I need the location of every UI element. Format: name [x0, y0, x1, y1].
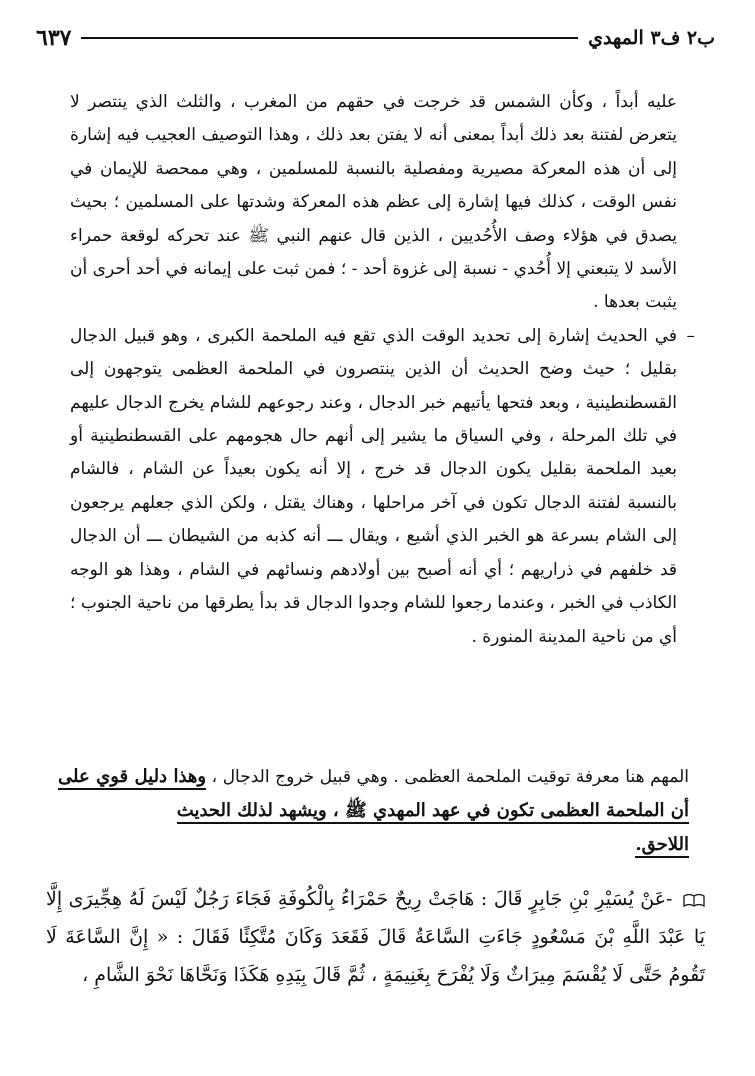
page-number: ٦٣٧	[36, 25, 72, 51]
page-header	[36, 20, 715, 56]
paragraph: عليه أبداً ، وكأن الشمس قد خرجت في حقهم من المغرب ، والثلث الذي ينتصر لا يتعرض لفتنة بعد ذلك أبداً بمعنى أنه لا يفتن بعد ذلك ، وهذا التوصيف العجيب فيه إشارة إلى أن هذه المعركة مصيرية ومفصلية بالنسبة للمسلمين ، وهي ممحصة للإيمان في نفس الوقت ، كذلك فيها إشارة إلى عظم هذه المعركة وشدتها على المسلمين ؛ بحيث يصدق في هؤلاء وصف الأُحُديين ، الذين قال عنهم النبي ﷺ عند تحركه لوقعة حمراء الأسد لا يتبعني إلا أُحُدي - نسبة إلى غزوة أحد - ؛ فمن ثبت على إيمانه في أحد أحرى أن يثبت بعدها .	[70, 92, 677, 313]
bullet-text: في الحديث إشارة إلى تحديد الوقت الذي تقع فيه الملحمة الكبرى ، وهو قبيل الدجال بقليل ؛ حيث وضح الحديث أن الذين ينتصرون في الملحمة العظمى يتوجهون إلى القسطنطينية ، وبعد فتحها يأتيهم خبر الدجال ، وعند رجوعهم للشام يخرج الدجال عليهم في تلك المرحلة ، وفي السياق ما يشير إلى أنهم حال هجومهم على القسطنطينية أو بعيد الملحمة بقليل يكون الدجال قد خرج ، إلا أنه يكون بعيداً عن الشام ، فالشام بالنسبة لفتنة الدجال تكون في آخر مراحلها ، وهناك يقتل ، ولكن الذي جعلهم يرجعون إلى الشام بسرعة هو الخبر الذي أشيع ، ويقال ـــ أنه كذبه من الشيطان ـــ أن الدجال قد خلفهم في ذراريهم ؛ أي أنه أصبح بين أولادهم ونسائهم في الشام ، وهذا هو الوجه الكاذب في الخبر ، وعندما رجعوا للشام وجدوا الدجال قد بدأ يطرقها من ناحية الجنوب ؛ أي من ناحية المدينة المنورة .	[70, 325, 677, 647]
bullet-dash: –	[686, 325, 695, 346]
running-head: ب٢ ف٣ المهدي	[588, 27, 715, 49]
book-icon	[683, 893, 705, 907]
conclusion-bold: وهذا دليل قوي على أن الملحمة العظمى تكون في عهد المهدي ﷺ ، ويشهد لذلك الحديث	[58, 766, 689, 824]
bullet-paragraph	[70, 320, 695, 654]
hadith-text	[46, 880, 705, 994]
conclusion-bold-tail: اللاحق.	[635, 834, 689, 858]
body-text	[70, 86, 695, 654]
hadith-body: -عَنْ يُسَيْرِ بْنِ جَابِرٍ قَالَ : هَاجَتْ رِيحٌ حَمْرَاءُ بِالْكُوفَةِ فَجَاءَ رَجُلٌ لَيْسَ لَهُ هِجِّيرَى إِلَّا يَا عَبْدَ اللَّهِ بْنَ مَسْعُودٍ جَاءَتِ السَّاعَةُ قَالَ فَقَعَدَ وَكَانَ مُتَّكِئًا فَقَالَ : « إِنَّ السَّاعَةَ لَا تَقُومُ حَتَّى لَا يُقْسَمَ مِيرَاثٌ وَلَا يُفْرَحَ بِغَنِيمَةٍ ، ثُمَّ قَالَ بِيَدِهِ هَكَذَا وَنَحَّاهَا نَحْوَ الشَّامِ ،	[46, 888, 705, 986]
conclusion-block	[58, 760, 689, 862]
conclusion-plain: المهم هنا معرفة توقيت الملحمة العظمى . وهي قبيل خروج الدجال ،	[206, 767, 689, 787]
header-rule	[81, 37, 578, 39]
